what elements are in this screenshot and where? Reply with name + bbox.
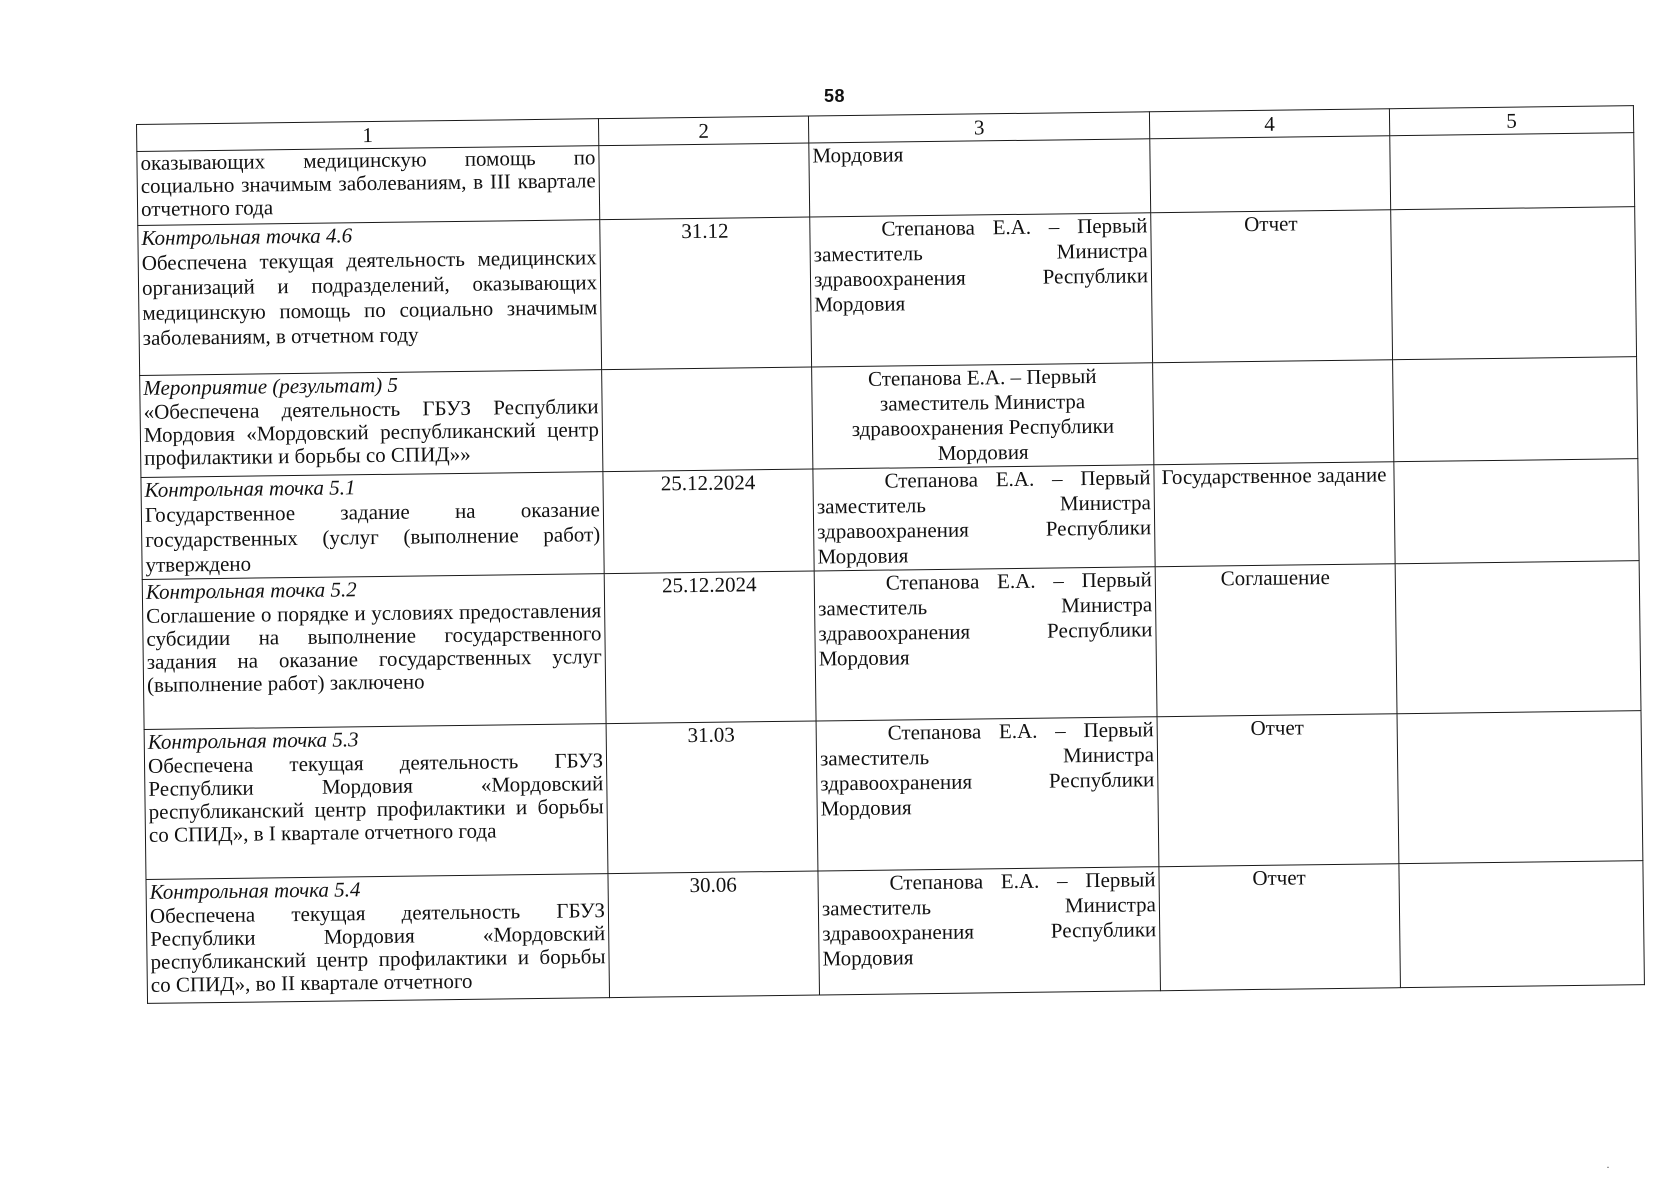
responsible-text: Степанова Е.А. – Первый заместитель Министра здравоохранения Республики Мордовия <box>817 567 1153 671</box>
description-text: Обеспечена текущая деятельность ГБУЗ Республики Мордовия «Мордовский республиканский центр профилактики и борьбы со СПИД», во II квартале отчетного <box>149 898 606 997</box>
header-col-3: 3 <box>808 112 1149 143</box>
cell-responsible <box>818 867 1161 995</box>
cell-description <box>137 146 600 226</box>
cell-document <box>1150 136 1391 213</box>
cell-responsible <box>810 213 1153 367</box>
document-table-wrapper <box>136 105 1644 1004</box>
responsible-text: Мордовия <box>812 142 904 168</box>
description-text: оказывающих медицинскую помощь по социально значимым заболеваниям, в III квартале отчетного года <box>140 145 596 221</box>
cell-document: Государственное задание <box>1154 462 1395 567</box>
cell-document: Отчет <box>1159 864 1401 991</box>
plan-table <box>136 105 1645 1004</box>
table-row <box>144 711 1643 880</box>
header-col-5: 5 <box>1389 106 1633 136</box>
cell-deadline: 25.12.2024 <box>603 469 814 574</box>
cell-document: Отчет <box>1157 714 1399 867</box>
control-point-title: Контрольная точка 5.4 <box>149 877 361 904</box>
cell-deadline: 31.12 <box>600 217 812 370</box>
cell-info-system <box>1391 207 1637 360</box>
cell-description <box>141 472 604 580</box>
cell-deadline: 31.03 <box>606 721 818 874</box>
cell-document: Отчет <box>1151 210 1393 363</box>
cell-info-system <box>1394 459 1639 564</box>
description-text: «Обеспечена деятельность ГБУЗ Республики Мордовия «Мордовский республиканский центр профилактики и борьбы со СПИД»» <box>143 394 600 470</box>
cell-info-system <box>1397 711 1643 864</box>
cell-responsible <box>809 139 1151 217</box>
responsible-text: Степанова Е.А. – Первый заместитель Министра здравоохранения Республики Мордовия <box>821 867 1157 971</box>
cell-responsible <box>814 567 1157 721</box>
responsible-text: Степанова Е.А. – Первый заместитель Министра здравоохранения Республики Мордовия <box>851 363 1115 465</box>
cell-info-system <box>1395 561 1641 714</box>
responsible-text: Степанова Е.А. – Первый заместитель Министра здравоохранения Республики Мордовия <box>819 717 1155 821</box>
description-text: Обеспечена текущая деятельность медицинских организаций и подразделений, оказывающих медицинскую помощь по социально значимым заболеваниям, в отчетном году <box>141 245 598 350</box>
cell-info-system <box>1399 861 1645 988</box>
cell-deadline: 30.06 <box>608 871 820 998</box>
cell-description <box>142 574 606 730</box>
header-col-4: 4 <box>1149 109 1389 139</box>
description-text: Соглашение о порядке и условиях предоставления субсидии на выполнение государственного задания на оказание государственных услуг (выполнение работ) заключено <box>146 598 602 697</box>
cell-description <box>146 874 610 1004</box>
control-point-title: Контрольная точка 5.2 <box>145 577 357 604</box>
cell-document: Соглашение <box>1155 564 1397 717</box>
cell-responsible <box>812 363 1154 469</box>
header-col-1: 1 <box>137 119 599 152</box>
responsible-text: Степанова Е.А. – Первый заместитель Министра здравоохранения Республики Мордовия <box>813 213 1149 317</box>
cell-deadline <box>599 143 810 220</box>
table-row <box>142 561 1641 730</box>
header-col-2: 2 <box>598 116 808 146</box>
cell-deadline <box>602 367 813 472</box>
cell-description <box>144 724 608 880</box>
activity-title: Мероприятие (результат) 5 <box>143 372 399 400</box>
cell-document <box>1153 360 1394 465</box>
cell-deadline: 25.12.2024 <box>604 571 816 724</box>
table-row <box>138 207 1637 376</box>
responsible-text: Степанова Е.А. – Первый заместитель Министра здравоохранения Республики Мордовия <box>816 465 1152 569</box>
table-row <box>140 357 1638 478</box>
cell-description <box>138 220 602 376</box>
description-text: Государственное задание на оказание государственных (услуг (выполнение работ) утверждено <box>144 497 601 577</box>
description-text: Обеспечена текущая деятельность ГБУЗ Республики Мордовия «Мордовский республиканский центр профилактики и борьбы со СПИД», в I квартале отчетного года <box>147 748 604 847</box>
cell-responsible <box>816 717 1159 871</box>
cell-responsible <box>813 465 1155 571</box>
scan-speck: · <box>1606 1160 1610 1174</box>
cell-info-system <box>1390 133 1635 210</box>
control-point-title: Контрольная точка 4.6 <box>141 223 353 250</box>
table-row <box>146 861 1644 1004</box>
cell-info-system <box>1393 357 1638 462</box>
page-number: 58 <box>823 86 846 106</box>
control-point-title: Контрольная точка 5.3 <box>147 727 359 754</box>
table-row <box>141 459 1639 580</box>
cell-description <box>140 370 603 478</box>
control-point-title: Контрольная точка 5.1 <box>144 475 356 502</box>
